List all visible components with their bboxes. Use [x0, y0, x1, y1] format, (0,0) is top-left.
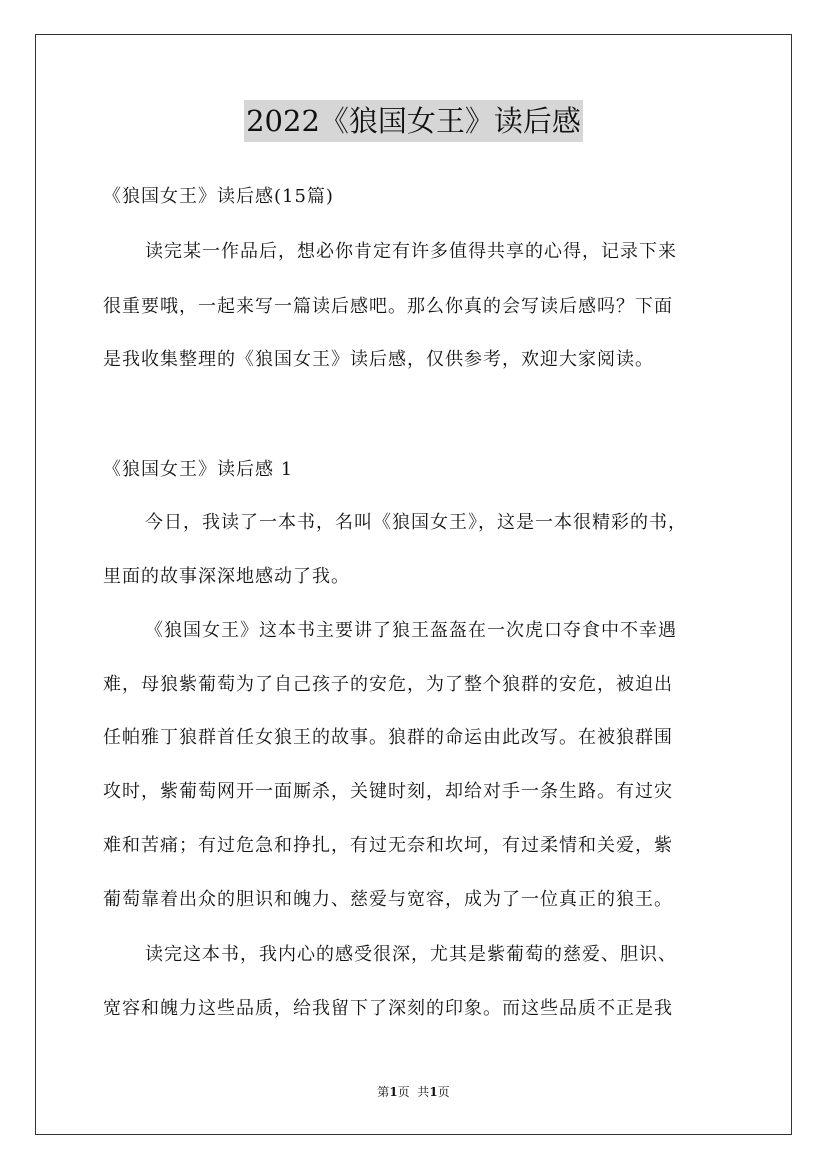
body-line: 读完这本书，我内心的感受很深，尤其是紫葡萄的慈爱、胆识、	[145, 944, 677, 965]
section-heading: 《狼国女王》读后感 1	[103, 459, 294, 480]
document-title: 2022《狼国女王》读后感	[244, 100, 583, 142]
body-line: 难和苦痛；有过危急和挣扎，有过无奈和坎坷，有过柔情和关爱，紫	[103, 835, 673, 856]
body-line: 宽容和魄力这些品质，给我留下了深刻的印象。而这些品质不正是我	[103, 998, 673, 1019]
body-line: 《狼国女王》这本书主要讲了狼王盔盔在一次虎口夺食中不幸遇	[145, 620, 677, 641]
intro-line: 是我收集整理的《狼国女王》读后感，仅供参考，欢迎大家阅读。	[103, 349, 654, 370]
intro-line: 读完某一作品后，想必你肯定有许多值得共享的心得，记录下来	[145, 241, 677, 262]
footer-page-prefix: 第	[377, 1085, 390, 1099]
body-line: 难，母狼紫葡萄为了自己孩子的安危，为了整个狼群的安危，被迫出	[103, 674, 673, 695]
body-line: 里面的故事深深地感动了我。	[103, 566, 350, 587]
intro-line: 很重要哦，一起来写一篇读后感吧。那么你真的会写读后感吗？下面	[103, 296, 673, 317]
subtitle: 《狼国女王》读后感(15篇)	[103, 186, 334, 207]
body-line: 今日，我读了一本书，名叫《狼国女王》，这是一本很精彩的书，	[145, 512, 687, 533]
footer-page-suffix: 页	[437, 1085, 450, 1099]
footer-page-mid: 页 共	[397, 1085, 430, 1099]
title-container	[0, 100, 827, 142]
body-line: 任帕雅丁狼群首任女狼王的故事。狼群的命运由此改写。在被狼群围	[103, 727, 673, 748]
footer-page-number: 1	[389, 1085, 398, 1099]
body-line: 攻时，紫葡萄网开一面厮杀，关键时刻，却给对手一条生路。有过灾	[103, 781, 673, 802]
page-footer	[0, 1083, 827, 1100]
body-line: 葡萄靠着出众的胆识和魄力、慈爱与宽容，成为了一位真正的狼王。	[103, 889, 673, 910]
footer-page-total: 1	[429, 1085, 438, 1099]
